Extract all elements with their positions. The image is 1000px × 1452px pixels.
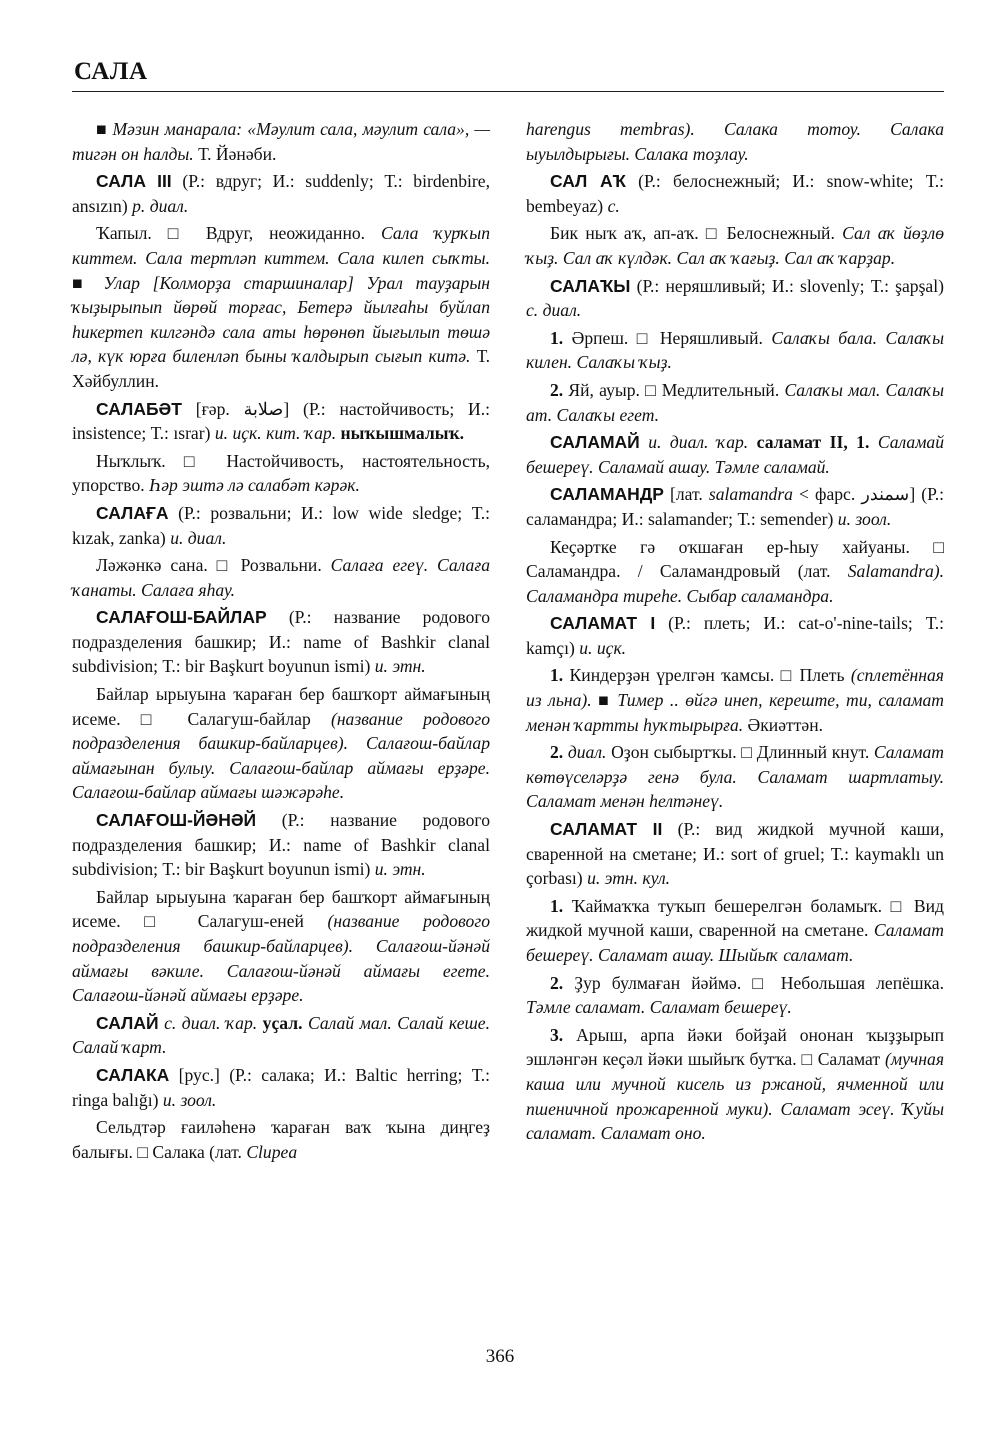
text-span: и. этн.: [374, 859, 426, 880]
text-span: (Р.: белоснежный; И.: snow-white; Т.: bembeyaz): [526, 171, 944, 216]
text-span: (Р.: неряшливый; И.: slovenly; Т.: şapşal): [630, 275, 944, 296]
entry-lp6: [72, 553, 490, 602]
text-span: Байлар ырыуына ҡараған бер башҡорт аймағының исеме. □ Салагуш-еней: [72, 886, 490, 932]
text-span: и. этн.: [374, 656, 426, 677]
header-rule: [72, 91, 944, 92]
square-bullet-icon: ■: [72, 272, 91, 293]
text-span: с. диал. ҡар.: [158, 1012, 263, 1033]
text-span: Салаҡы мал. Салаҡы ат. Салаҡы егет.: [526, 379, 944, 425]
text-span: 1.: [550, 895, 564, 916]
square-bullet-icon: ■: [96, 119, 108, 139]
text-span: [ғәр.: [181, 398, 244, 419]
headword: САЛАҒОШ-ЙӘНӘЙ: [96, 810, 257, 831]
text-span: Тәмле саламат. Саламат бешереү.: [526, 997, 792, 1018]
text-span: Кеҫәртке гә оҡшаған ер-һыу хайуаны. □ Саламандра. / Саламандровый (лат.: [526, 536, 944, 582]
text-span: Киндерҙән үрелгән ҡамсы. □ Плеть: [563, 665, 851, 686]
entry-lp13: [72, 1115, 490, 1164]
text-span: и. диал.: [170, 527, 227, 548]
text-span: Улар [Колморҙа старшиналар] Урал тауҙарын ҡыҙырыпып йөрөй торғас, Бетерә йылғаһы буйлап һикертеп килгәндә сала аты һөрөнөп йығылып төшә лә, күк юрға биленләп быны ҡалдырып сығып китә.: [72, 272, 490, 367]
text-span: Салай мал. Салай кеше. Салай ҡарт.: [72, 1012, 491, 1058]
headword: САЛ АҠ: [550, 171, 626, 192]
text-span: سمندر: [861, 484, 910, 505]
headword: САЛАМАНДР: [550, 484, 664, 505]
text-span: Бик ныҡ аҡ, ап-аҡ. □ Белоснежный.: [550, 223, 843, 244]
text-span: и. иҫк. кит. ҡар.: [214, 423, 341, 444]
entry-rp4: [526, 326, 944, 375]
text-span: уҫал.: [262, 1012, 303, 1033]
text-span: Салаҡы бала. Салаҡы килен. Салаҡы ҡыҙ.: [526, 327, 944, 373]
headword: САЛАҒОШ-БАЙЛАР: [96, 607, 267, 628]
text-span: 1.: [550, 665, 564, 686]
left-column: [72, 117, 490, 1167]
text-span: (название родового подразделения башкир-байларцев). Салағош-йәнәй аймағы вәкиле. Салағош-йәнәй аймағы егете. Салағош-йәнәй аймағы ерҙәре.: [72, 911, 490, 1006]
headword: САЛАҒА: [96, 502, 169, 523]
text-span: и. зоол.: [162, 1089, 217, 1110]
text-span: Мәзин манарала: «Мәулит сала, мәулит сала», — тигән он һалды.: [72, 119, 490, 164]
headword: САЛА III: [96, 171, 172, 192]
text-span: Байлар ырыуына ҡараған бер башҡорт аймағының исеме. □ Салагуш-байлар: [72, 684, 490, 729]
headword: САЛАМАТ I: [550, 613, 656, 634]
text-span: Саламат бешереү. Саламат ашау. Шыйыҡ саламат.: [526, 920, 944, 965]
entry-rp12: [526, 817, 944, 891]
text-span: Ҡапыл. □ Вдруг, неожиданно.: [96, 223, 382, 244]
text-span: р. диал.: [132, 195, 189, 216]
entry-lp2: [72, 221, 490, 393]
entry-rp3: [526, 274, 944, 323]
entry-lp12: [72, 1063, 490, 1112]
entry-rp0: [526, 117, 944, 166]
text-span: (Р.: название родового подразделения башкир; И.: name of Bashkir clanal subdivision; Т.: bir Başkurt boyunun ismi): [72, 810, 490, 880]
text-span: Һәр эштә лә салабәт кәрәк.: [149, 475, 360, 496]
text-span: ] (Р.: саламандра; И.: salamander; Т.: semender): [526, 484, 944, 529]
entry-rp15: [526, 1023, 944, 1146]
text-span: (мучная каша или мучной кисель из ржаной, ячменной или пшеничной прожаренной муки). Саламат эсеү. Ҡуйы саламат. Саламат оно.: [526, 1049, 944, 1144]
entry-lp1: [72, 169, 490, 218]
text-span: 2.: [550, 972, 564, 993]
text-span: Оҙон сыбыртҡы. □ Длинный кнут.: [606, 742, 874, 763]
text-span: 3.: [550, 1024, 564, 1045]
entry-lp8: [72, 682, 490, 805]
text-span: ] (Р.: настойчивость; И.: insistence; Т.: ısrar): [72, 398, 490, 444]
entry-lp11: [72, 1011, 490, 1060]
text-span: с.: [607, 195, 620, 216]
entry-rp7: [526, 482, 944, 531]
text-span: [лат.: [663, 484, 709, 505]
entry-lp9: [72, 808, 490, 882]
entry-rp2: [526, 221, 944, 270]
headword: САЛАЙ: [96, 1012, 159, 1033]
text-span: Salamandra). Саламандра тиреһе. Сыбар саламандра.: [526, 561, 944, 606]
text-span: (название родового подразделения башкир-байларцев). Салағош-байлар аймағынан булыу. Салағош-байлар аймағы ерҙәре. Салағош-байлар аймағы шәжәрәһе.: [72, 708, 491, 803]
entry-lp0: [72, 117, 490, 166]
text-span: Саламай бешереү. Саламай ашау. Тәмле саламай.: [526, 432, 945, 477]
text-span: ныҡышмалыҡ.: [340, 423, 464, 444]
text-span: 2.: [550, 742, 564, 763]
text-span: и. иҫк.: [579, 637, 627, 658]
page-number: 366: [485, 1346, 515, 1367]
text-span: Әкиәттән.: [743, 714, 824, 735]
text-span: [рус.] (Р.: салака; И.: Baltic herring; Т.: ringa balığı): [72, 1064, 490, 1110]
text-span: Сал аҡ йөҙлө ҡыҙ. Сал аҡ күлдәк. Сал аҡ ҡағыҙ. Сал аҡ ҡарҙар.: [526, 223, 944, 268]
text-span: < фарс.: [792, 484, 862, 505]
text-span: Әрпеш. □ Неряшливый.: [563, 327, 772, 348]
text-span: диал.: [563, 742, 607, 763]
square-bullet-icon: ■: [598, 690, 611, 711]
text-span: Clupea: [246, 1141, 298, 1162]
headword: САЛАҠЫ: [550, 275, 631, 296]
text-span: и. диал. ҡар.: [639, 432, 757, 453]
text-span: Ҡаймаҡҡа туҡып бешерелгән боламыҡ. □ Вид жидкой мучной каши, сваренной на сметане.: [526, 895, 944, 941]
entry-rp11: [526, 740, 944, 814]
text-span: Т. Хәйбуллин.: [72, 346, 490, 391]
text-span: (Р.: розвальни; И.: low wide sledge; Т.: kızak, zanka): [72, 502, 490, 548]
text-span: صلابة: [243, 398, 284, 419]
text-span: Ләжәнкә сана. □ Розвальни.: [96, 555, 331, 576]
text-span: Ҙур булмаған йәймә. □ Небольшая лепёшка.: [563, 972, 944, 993]
text-span: с. диал.: [526, 300, 582, 321]
text-span: Тимер .. өйгә инеп, кереште, ти, саламат менән ҡартты һуҡтырырға.: [526, 690, 944, 735]
text-span: Сала ҡурҡып киттем. Сала тертләп киттем. Сала килеп сыҡты.: [72, 223, 490, 268]
headword: САЛАМАТ II: [550, 819, 663, 840]
text-span: (Р.: название родового подразделения башкир; И.: name of Bashkir clanal subdivision; Т.: bir Başkurt boyunun ismi): [72, 607, 490, 677]
entry-rp9: [526, 611, 944, 660]
entry-lp4: [72, 449, 490, 498]
text-span: и. зоол.: [837, 508, 892, 529]
text-span: salamandra: [708, 484, 793, 505]
text-span: Арыш, арпа йәки бойҙай ононан ҡыҙҙырып эшләнгән кеҫәл йәки шыйыҡ бутҡа. □ Саламат: [526, 1024, 944, 1070]
entry-rp14: [526, 971, 944, 1020]
text-span: Сельдтәр ғаиләһенә ҡараған ваҡ ҡына диңгеҙ балығы. □ Салака (лат.: [72, 1117, 490, 1162]
headword: САЛАМАЙ: [550, 432, 640, 453]
headword: САЛАКА: [96, 1064, 170, 1085]
entry-lp5: [72, 501, 490, 550]
right-column: [526, 117, 944, 1149]
text-span: (Р.: вдруг; И.: suddenly; Т.: birdenbire, ansızın): [72, 171, 490, 216]
text-span: harengus membras). Салака тотоу. Салака ыуылдырығы. Салака тоҙлау.: [526, 119, 944, 164]
text-span: Саламат көтөүселәрҙә генә була. Саламат шартлатыу. Саламат менән һелтәнеү.: [526, 742, 944, 812]
entry-lp7: [72, 605, 490, 679]
text-span: Салаға егеү. Салаға ҡанаты. Салаға яһау.: [72, 555, 490, 600]
entry-rp8: [526, 535, 944, 609]
entry-rp5: [526, 378, 944, 427]
text-span: (сплетённая из льна).: [526, 665, 944, 711]
running-head: САЛА: [74, 58, 148, 85]
text-span: и. этн. кул.: [587, 868, 671, 889]
text-span: (Р.: вид жидкой мучной каши, сваренной на сметане; И.: sort of gruel; Т.: kaymaklı un çorbası): [526, 819, 944, 889]
text-span: саламат II, 1.: [756, 432, 870, 453]
entry-lp10: [72, 885, 490, 1008]
text-span: (Р.: плеть; И.: cat-o'-nine-tails; Т.: kamçı): [526, 613, 944, 658]
entry-rp10: [526, 663, 944, 737]
headword: САЛАБӘТ: [96, 398, 182, 419]
entry-rp1: [526, 169, 944, 218]
text-span: 2.: [550, 379, 564, 400]
entry-rp13: [526, 894, 944, 968]
text-span: Т. Йәнәби.: [193, 143, 277, 164]
entry-rp6: [526, 430, 944, 479]
text-span: Яй, ауыр. □ Медлительный.: [563, 379, 785, 400]
text-span: Ныҡлыҡ. □ Настойчивость, настоятельность, упорство.: [72, 450, 490, 496]
text-span: 1.: [550, 327, 564, 348]
entry-lp3: [72, 397, 490, 446]
